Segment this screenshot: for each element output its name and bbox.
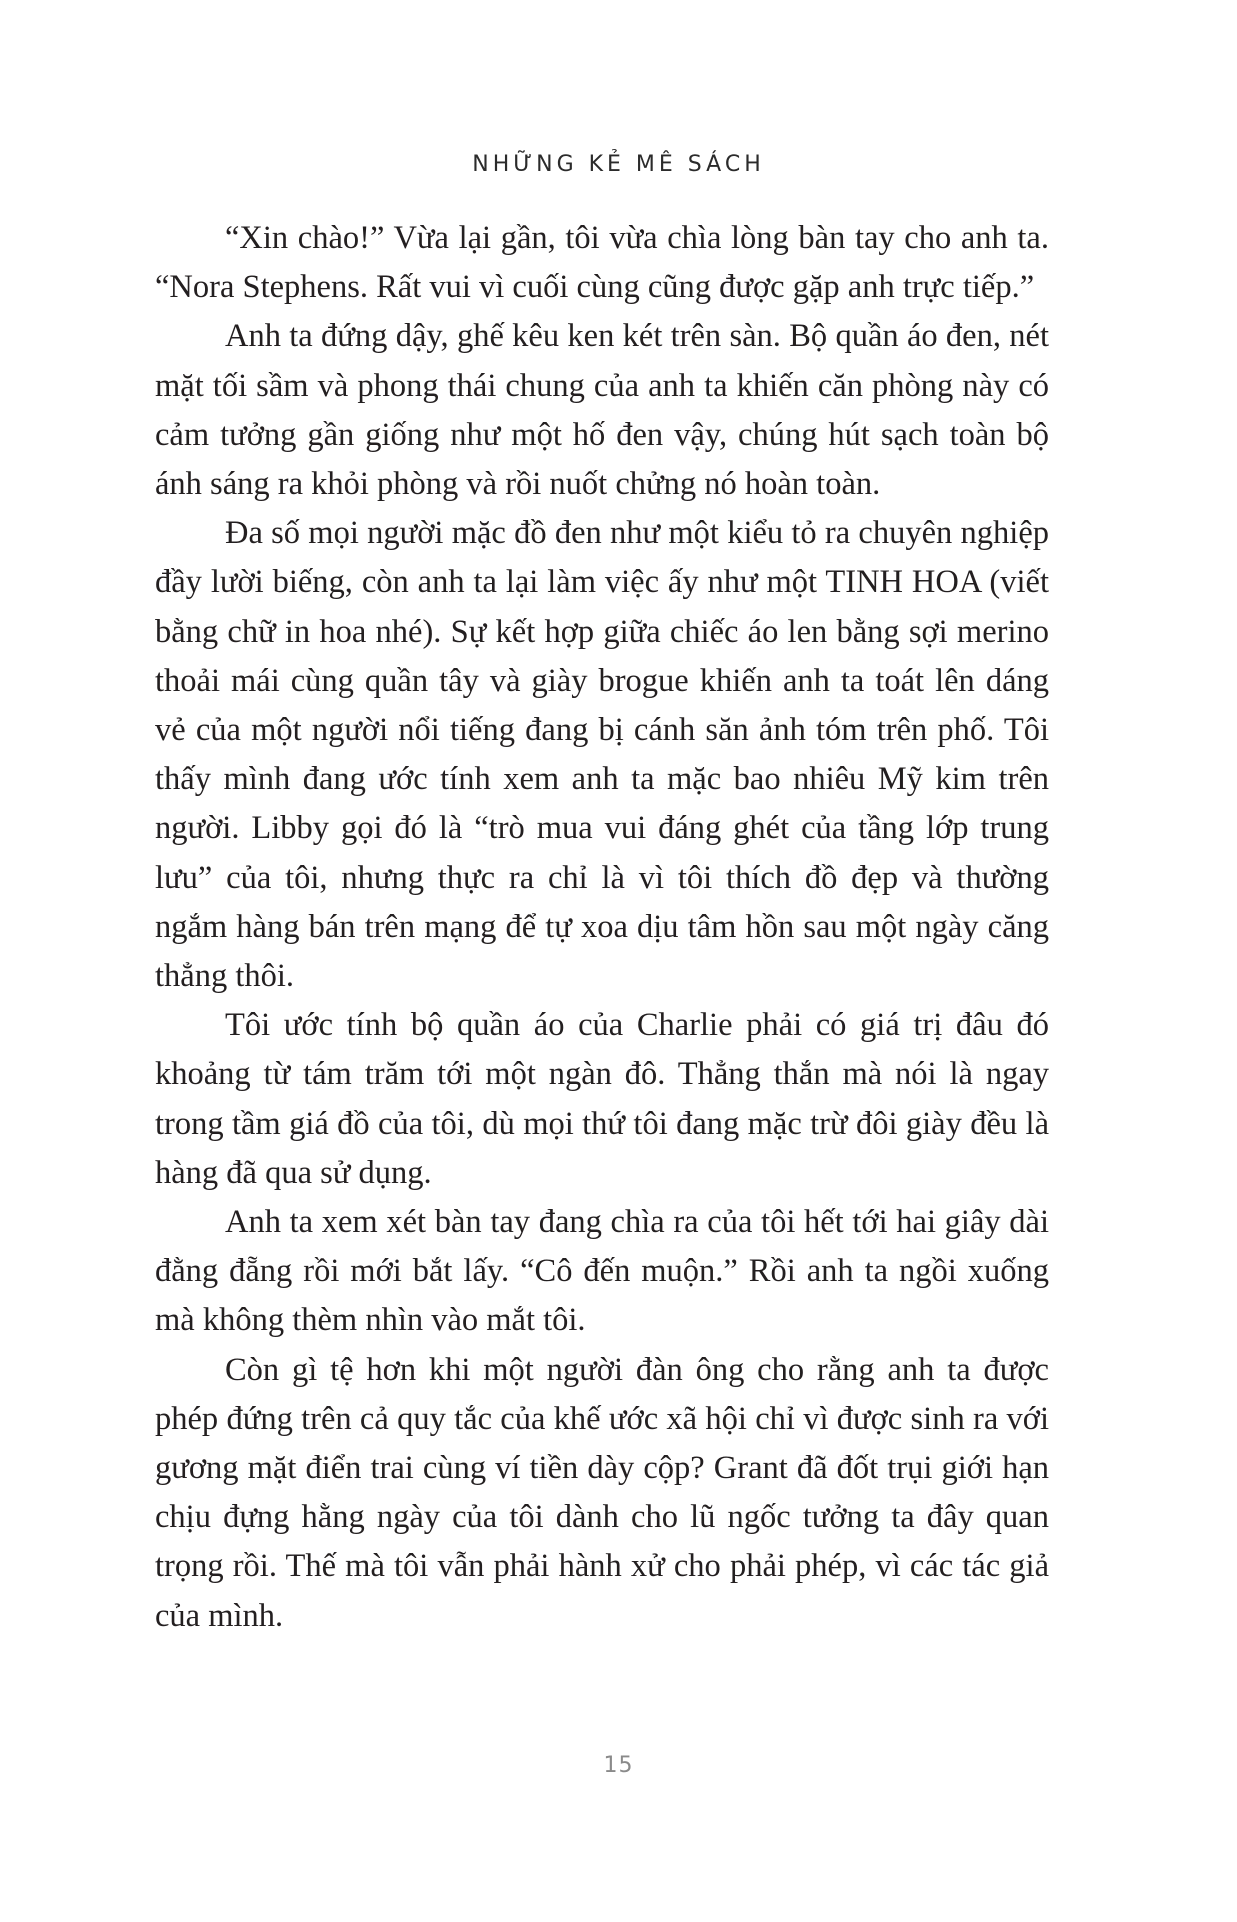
page-number: 15	[603, 1753, 634, 1778]
paragraph: Tôi ước tính bộ quần áo của Charlie phải có giá trị đâu đó khoảng từ tám trăm tới một ngàn đô. Thẳng thắn mà nói là ngay trong tầm giá đồ của tôi, dù mọi thứ tôi đang mặc trừ đôi giày đều là hàng đã qua sử dụng.	[155, 1007, 1049, 1191]
running-header: NHỮNG KẺ MÊ SÁCH	[472, 152, 765, 177]
paragraph: Đa số mọi người mặc đồ đen như một kiểu tỏ ra chuyên nghiệp đầy lười biếng, còn anh ta lại làm việc ấy như một TINH HOA (viết bằng chữ in hoa nhé). Sự kết hợp giữa chiếc áo len bằng sợi merino thoải mái cùng quần tây và giày brogue khiến anh ta toát lên dáng vẻ của một người nổi tiếng đang bị cánh săn ảnh tóm trên phố. Tôi thấy mình đang ước tính xem anh ta mặc bao nhiêu Mỹ kim trên người. Libby gọi đó là “trò mua vui đáng ghét của tầng lớp trung lưu” của tôi, nhưng thực ra chỉ là vì tôi thích đồ đẹp và thường ngắm hàng bán trên mạng để tự xoa dịu tâm hồn sau một ngày căng thẳng thôi.	[155, 515, 1049, 995]
body-text	[155, 214, 1049, 1641]
paragraph: Còn gì tệ hơn khi một người đàn ông cho rằng anh ta được phép đứng trên cả quy tắc của khế ước xã hội chỉ vì được sinh ra với gương mặt điển trai cùng ví tiền dày cộp? Grant đã đốt trụi giới hạn chịu đựng hằng ngày của tôi dành cho lũ ngốc tưởng ta đây quan trọng rồi. Thế mà tôi vẫn phải hành xử cho phải phép, vì các tác giả của mình.	[155, 1351, 1049, 1634]
paragraph: Anh ta xem xét bàn tay đang chìa ra của tôi hết tới hai giây dài đằng đẵng rồi mới bắt lấy. “Cô đến muộn.” Rồi anh ta ngồi xuống mà không thèm nhìn vào mắt tôi.	[155, 1204, 1049, 1339]
paragraph: “Xin chào!” Vừa lại gần, tôi vừa chìa lòng bàn tay cho anh ta. “Nora Stephens. Rất vui vì cuối cùng cũng được gặp anh trực tiếp.”	[155, 220, 1049, 306]
paragraph: Anh ta đứng dậy, ghế kêu ken két trên sàn. Bộ quần áo đen, nét mặt tối sầm và phong thái chung của anh ta khiến căn phòng này có cảm tưởng gần giống như một hố đen vậy, chúng hút sạch toàn bộ ánh sáng ra khỏi phòng và rồi nuốt chửng nó hoàn toàn.	[155, 318, 1049, 503]
